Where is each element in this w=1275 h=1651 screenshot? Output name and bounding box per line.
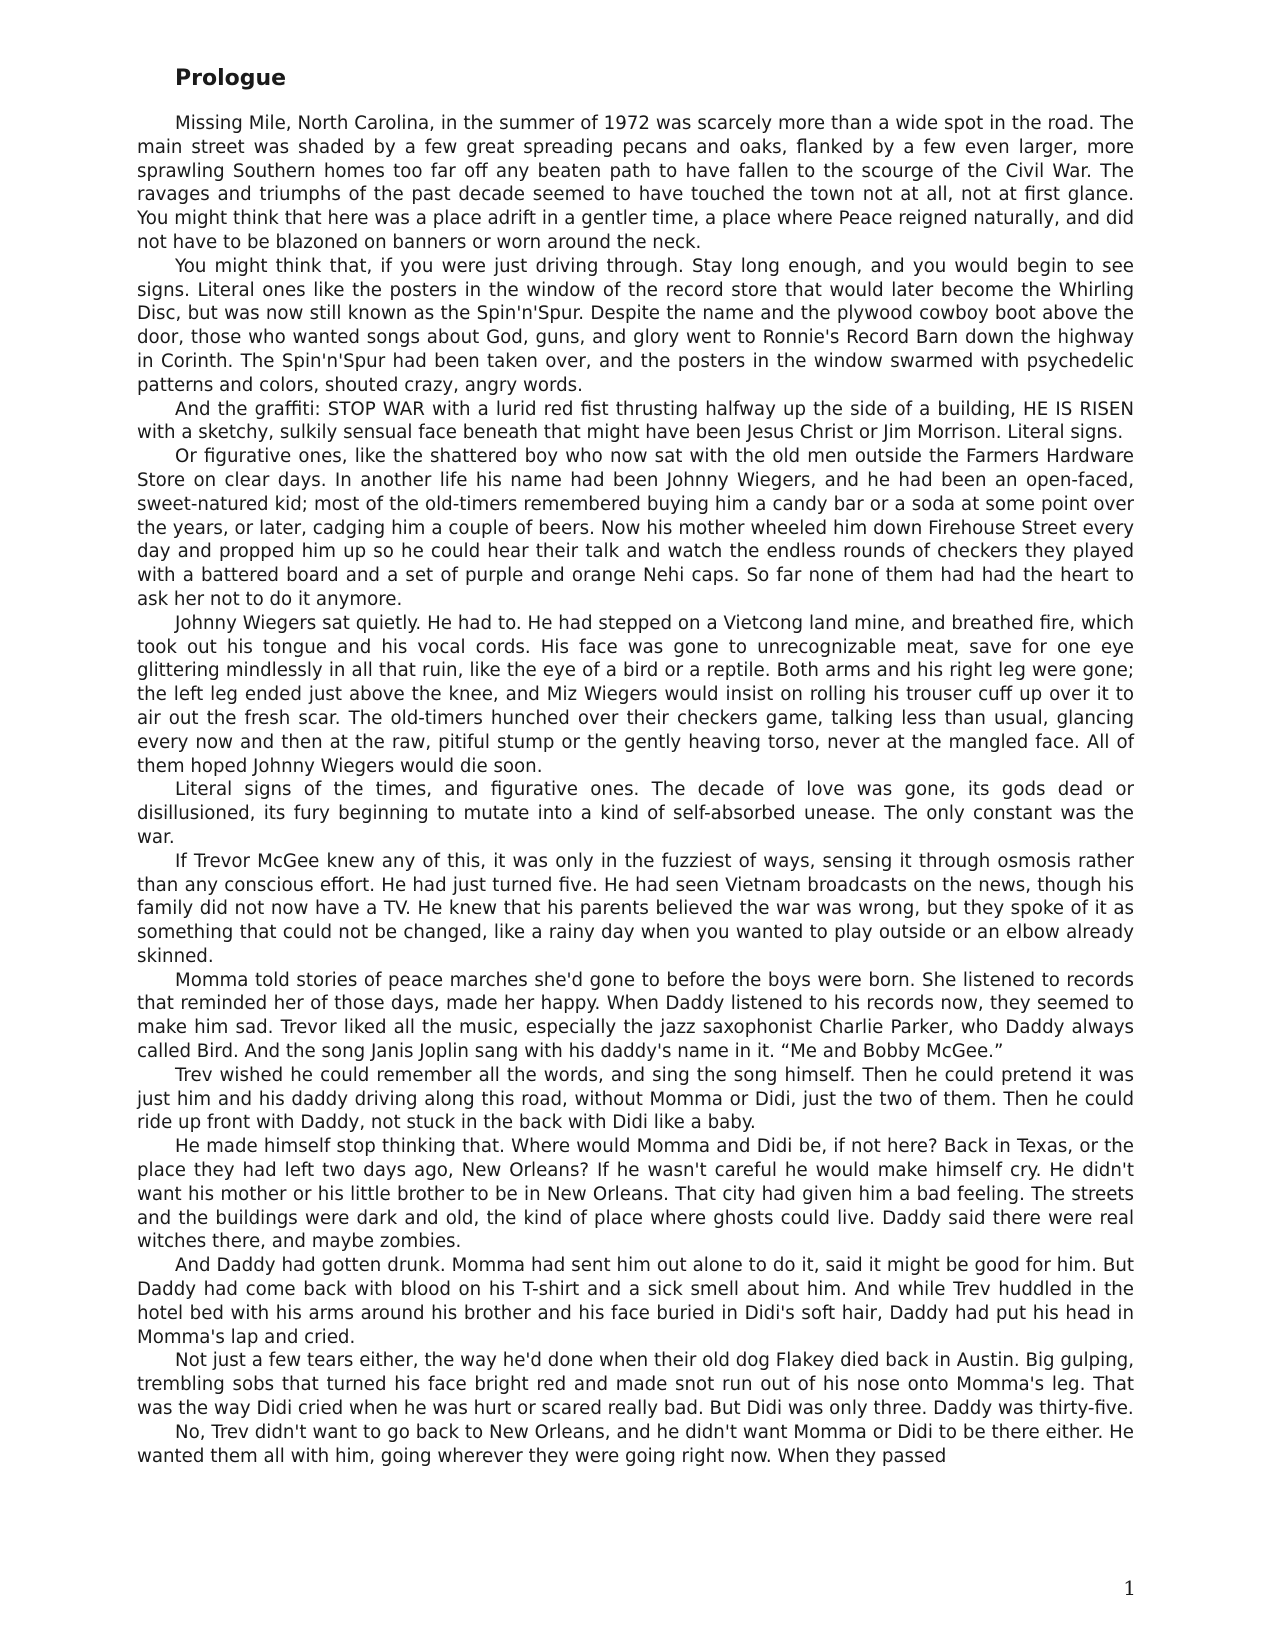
paragraph: And Daddy had gotten drunk. Momma had sent him out alone to do it, said it might be good for him. But Daddy had come back with blood on his T-shirt and a sick smell about him. And while Trev huddled in the hotel bed with his arms around his brother and his face buried in Didi's soft hair, Daddy had put his head in Momma's lap and cried. bbox=[137, 1255, 1134, 1348]
page-number: 1 bbox=[1123, 1576, 1136, 1600]
paragraph: Or figurative ones, like the shattered boy who now sat with the old men outside the Farmers Hardware Store on clear days. In another life his name had been Johnny Wiegers, and he had been an open-faced, sweet-natured kid; most of the old-timers remembered buying him a candy bar or a soda at some point over the years, or later, cadging him a couple of beers. Now his mother wheeled him down Firehouse Street every day and propped him up so he could hear their talk and watch the endless rounds of checkers they played with a battered board and a set of purple and orange Nehi caps. So far none of them had had the heart to ask her not to do it anymore. bbox=[137, 446, 1134, 610]
document-page bbox=[137, 64, 1134, 1468]
paragraph: Literal signs of the times, and figurative ones. The decade of love was gone, its gods dead or disillusioned, its fury beginning to mutate into a kind of self-absorbed unease. The only constant was the war. bbox=[137, 779, 1134, 848]
paragraph: Johnny Wiegers sat quietly. He had to. He had stepped on a Vietcong land mine, and breathed fire, which took out his tongue and his vocal cords. His face was gone to unrecognizable meat, save for one eye glittering mindlessly in all that ruin, like the eye of a bird or a reptile. Both arms and his right leg were gone; the left leg ended just above the knee, and Miz Wiegers would insist on rolling his trouser cuff up over it to air out the fresh scar. The old-timers hunched over their checkers game, talking less than usual, glancing every now and then at the raw, pitiful stump or the gently heaving torso, never at the mangled face. All of them hoped Johnny Wiegers would die soon. bbox=[137, 612, 1134, 777]
paragraph: Momma told stories of peace marches she'd gone to before the boys were born. She listened to records that reminded her of those days, made her happy. When Daddy listened to his records now, they seemed to make him sad. Trevor liked all the music, especially the jazz saxophonist Charlie Parker, who Daddy always called Bird. And the song Janis Joplin sang with his daddy's name in it. “Me and Bobby McGee.” bbox=[137, 969, 1134, 1063]
paragraph: Missing Mile, North Carolina, in the summer of 1972 was scarcely more than a wide spot in the road. The main street was shaded by a few great spreading pecans and oaks, flanked by a few even larger, more sprawling Southern homes too far off any beaten path to have fallen to the scourge of the Civil War. The ravages and triumphs of the past decade seemed to have touched the town not at all, not at first glance. You might think that here was a place adrift in a gentler time, a place where Peace reigned naturally, and did not have to be blazoned on banners or worn around the neck. bbox=[137, 113, 1134, 253]
paragraph: Trev wished he could remember all the words, and sing the song himself. Then he could pretend it was just him and his daddy driving along this road, without Momma or Didi, just the two of them. Then he could ride up front with Daddy, not stuck in the back with Didi like a baby. bbox=[137, 1064, 1134, 1134]
paragraph: He made himself stop thinking that. Where would Momma and Didi be, if not here? Back in Texas, or the place they had left two days ago, New Orleans? If he wasn't careful he would make himself cry. He didn't want his mother or his little brother to be in New Orleans. That city had given him a bad feeling. The streets and the buildings were dark and old, the kind of place where ghosts could live. Daddy said there were real witches there, and maybe zombies. bbox=[137, 1136, 1134, 1253]
paragraph: And the graffiti: STOP WAR with a lurid red fist thrusting halfway up the side of a building, HE IS RISEN with a sketchy, sulkily sensual face beneath that might have been Jesus Christ or Jim Morrison. Literal signs. bbox=[137, 398, 1134, 444]
chapter-heading: Prologue bbox=[175, 66, 287, 91]
paragraph: No, Trev didn't want to go back to New Orleans, and he didn't want Momma or Didi to be there either. He wanted them all with him, going wherever they were going right now. When they passed bbox=[137, 1421, 1134, 1467]
body-text bbox=[137, 112, 1134, 1468]
paragraph: If Trevor McGee knew any of this, it was only in the fuzziest of ways, sensing it through osmosis rather than any conscious effort. He had just turned five. He had seen Vietnam broadcasts on the news, though his family did not now have a TV. He knew that his parents believed the war was wrong, but they spoke of it as something that could not be changed, like a rainy day when you wanted to play outside or an elbow already skinned. bbox=[137, 850, 1134, 967]
paragraph: You might think that, if you were just driving through. Stay long enough, and you would begin to see signs. Literal ones like the posters in the window of the record store that would later become the Whirling Disc, but was now still known as the Spin'n'Spur. Despite the name and the plywood cowboy boot above the door, those who wanted songs about God, guns, and glory went to Ronnie's Record Barn down the highway in Corinth. The Spin'n'Spur had been taken over, and the posters in the window swarmed with psychedelic patterns and colors, shouted crazy, angry words. bbox=[137, 255, 1134, 396]
paragraph: Not just a few tears either, the way he'd done when their old dog Flakey died back in Austin. Big gulping, trembling sobs that turned his face bright red and made snot run out of his nose onto Momma's leg. That was the way Didi cried when he was hurt or scared really bad. But Didi was only three. Daddy was thirty-five. bbox=[137, 1350, 1134, 1420]
